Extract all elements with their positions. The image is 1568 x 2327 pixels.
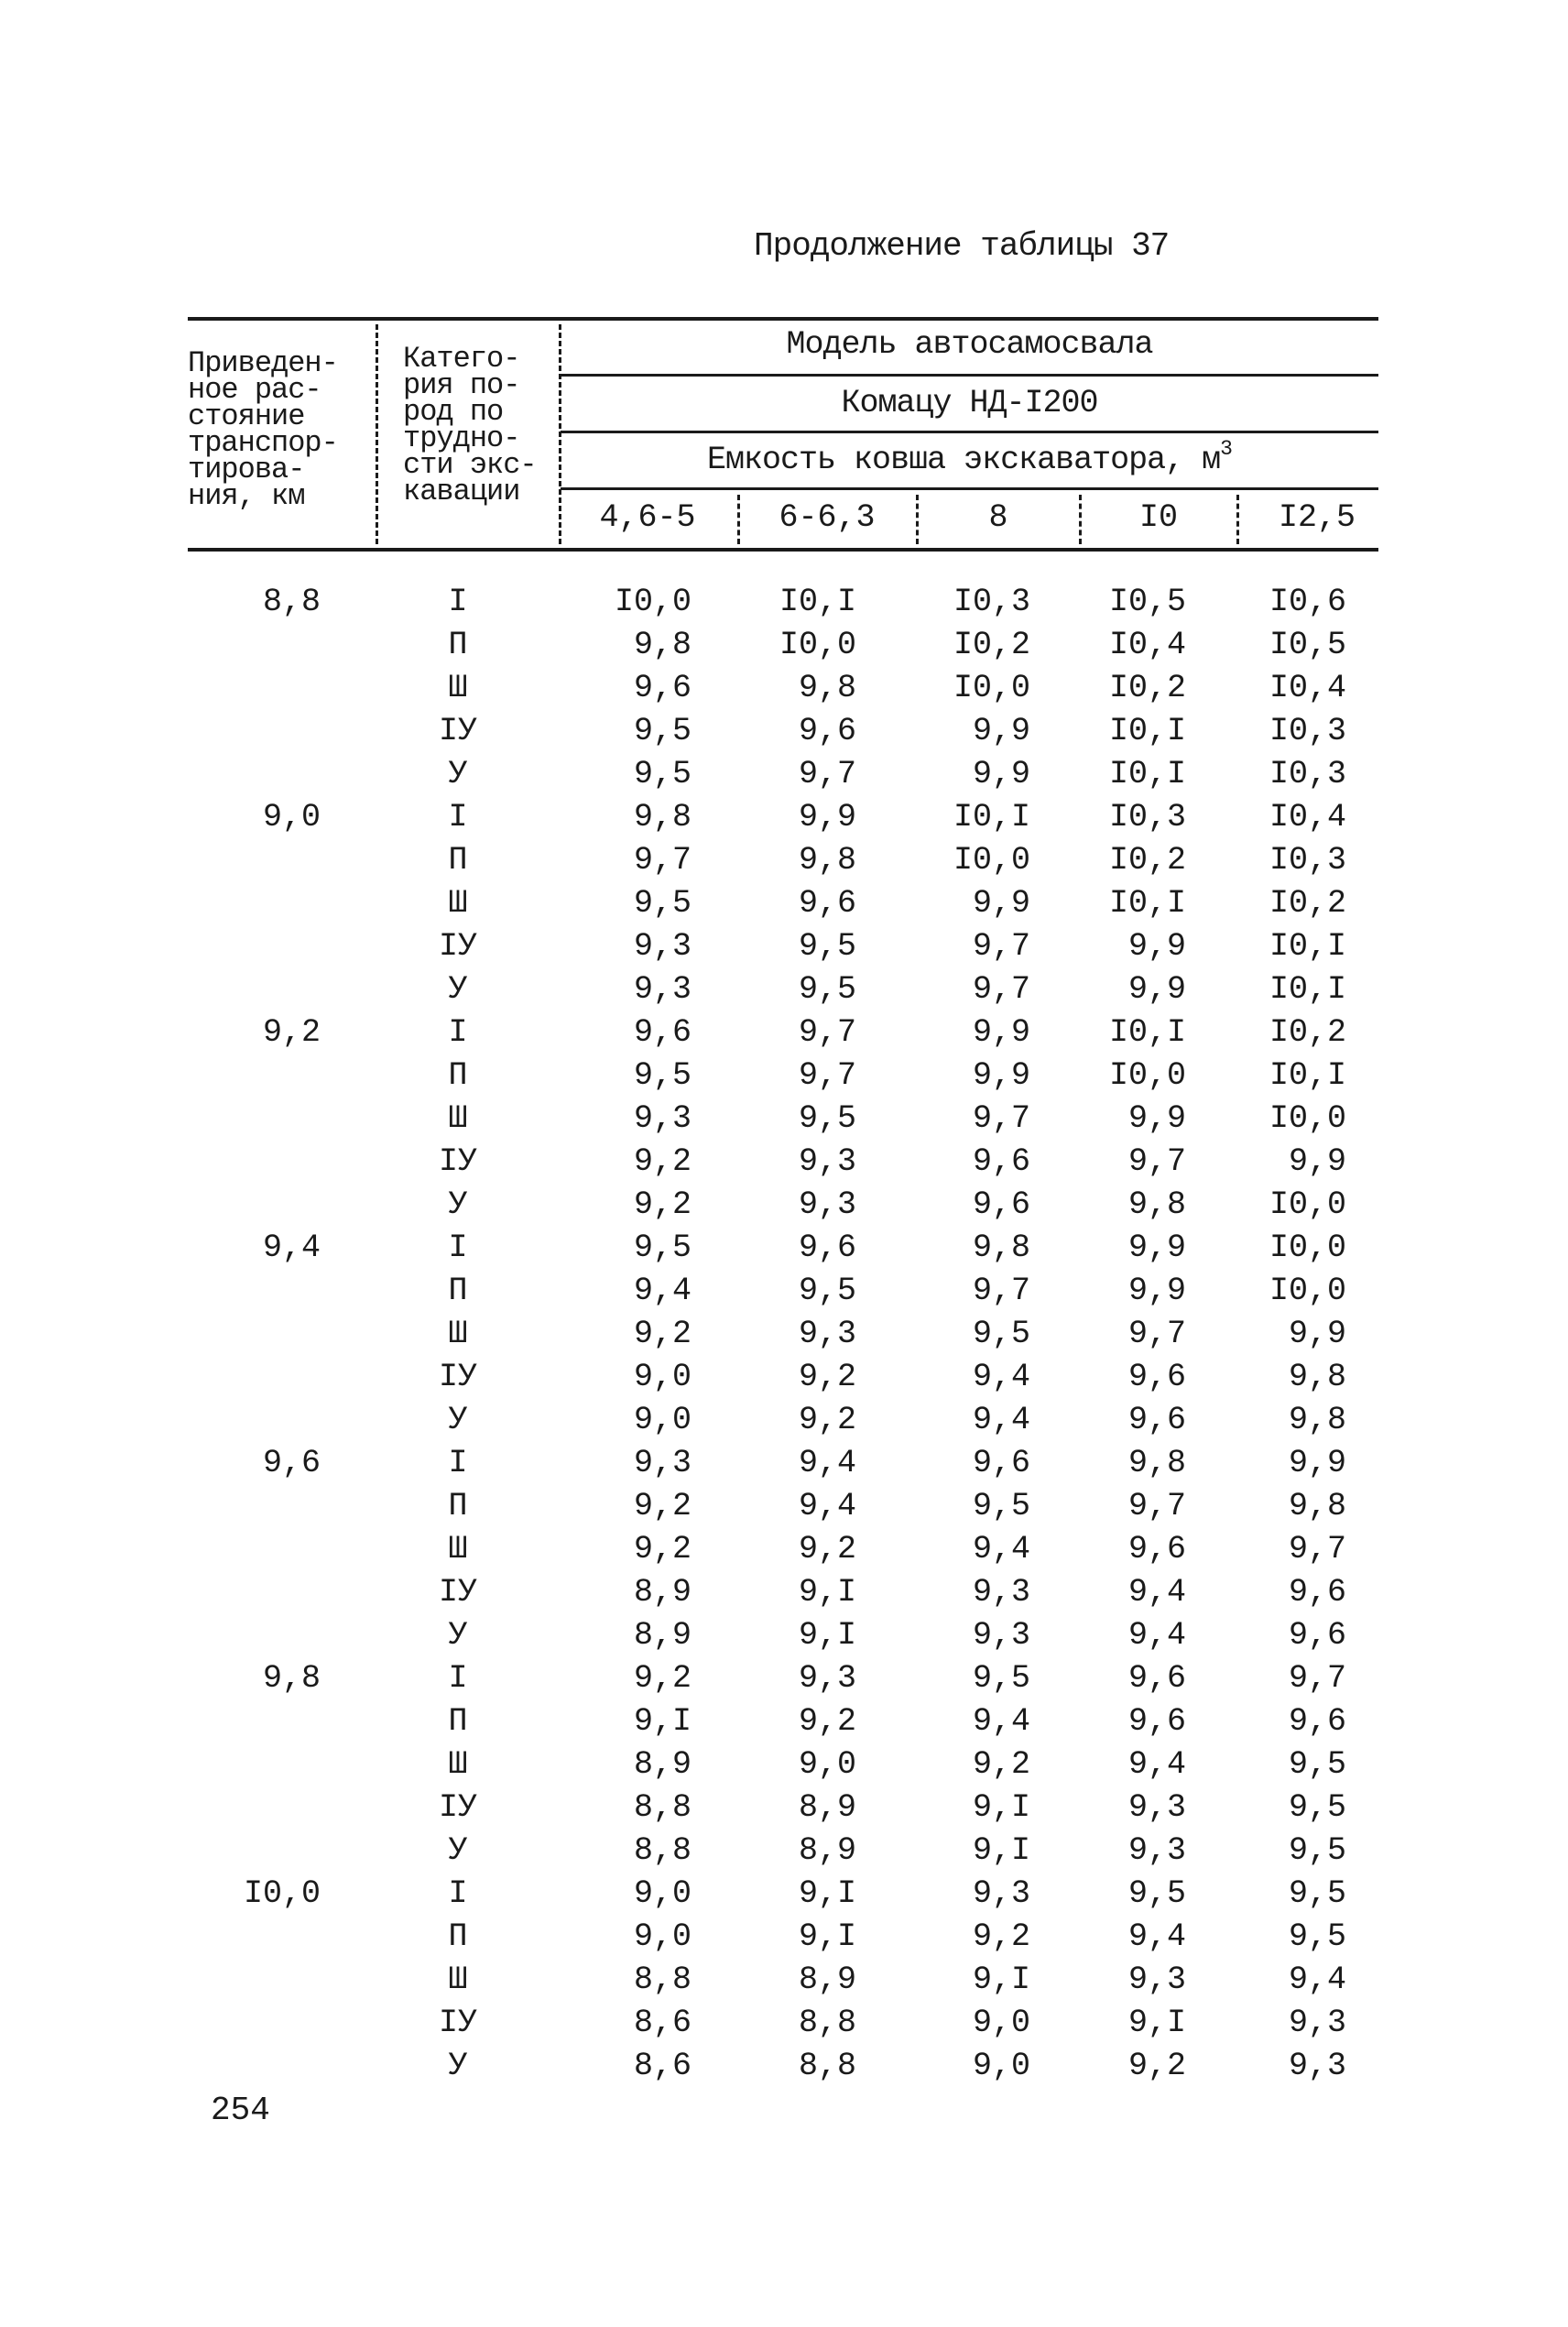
category-cell: П xyxy=(448,1703,468,1740)
value-cell: 9,2 xyxy=(633,1316,691,1352)
category-cell: У xyxy=(448,1402,468,1438)
category-cell: I xyxy=(448,1229,468,1266)
value-cell: 9,7 xyxy=(972,1100,1030,1137)
value-cell: 9,9 xyxy=(972,713,1030,749)
value-cell: 9,6 xyxy=(798,885,856,922)
value-cell: 8,6 xyxy=(633,2048,691,2084)
value-cell: 9,8 xyxy=(633,799,691,836)
value-cell: 9,3 xyxy=(972,1617,1030,1654)
value-cell: 9,8 xyxy=(1127,1186,1186,1223)
table-row xyxy=(0,1273,1568,1316)
value-cell: 9,7 xyxy=(972,928,1030,965)
value-cell: 9,6 xyxy=(633,670,691,706)
table-row xyxy=(0,971,1568,1014)
value-cell: I0,2 xyxy=(1108,670,1186,706)
value-cell: I0,3 xyxy=(1269,756,1346,792)
value-cell: 9,8 xyxy=(1288,1488,1346,1524)
value-cell: 8,9 xyxy=(633,1574,691,1611)
table-row xyxy=(0,584,1568,627)
value-cell: 9,7 xyxy=(798,1057,856,1094)
value-cell: I0,4 xyxy=(1269,670,1346,706)
value-cell: 9,4 xyxy=(972,1402,1030,1438)
value-cell: 9,9 xyxy=(1127,971,1186,1008)
value-cell: 9,4 xyxy=(798,1488,856,1524)
value-cell: I0,0 xyxy=(614,584,691,620)
table-row xyxy=(0,1531,1568,1574)
value-cell: 9,8 xyxy=(633,627,691,663)
divider-sub-4 xyxy=(1236,495,1239,544)
value-cell: 9,3 xyxy=(798,1316,856,1352)
table-row xyxy=(0,1014,1568,1057)
value-cell: 9,I xyxy=(972,1961,1030,1998)
value-cell: 9,3 xyxy=(798,1660,856,1697)
category-cell: У xyxy=(448,1186,468,1223)
table-row xyxy=(0,1229,1568,1273)
table-row xyxy=(0,1057,1568,1100)
value-cell: 9,2 xyxy=(972,1918,1030,1955)
sub-column-3: 8 xyxy=(988,499,1008,536)
value-cell: 9,9 xyxy=(1288,1316,1346,1352)
value-cell: 9,I xyxy=(972,1832,1030,1869)
table-row xyxy=(0,1617,1568,1660)
category-cell: У xyxy=(448,1617,468,1654)
value-cell: 9,7 xyxy=(1288,1660,1346,1697)
value-cell: 9,5 xyxy=(972,1488,1030,1524)
value-cell: I0,0 xyxy=(1269,1100,1346,1137)
category-cell: П xyxy=(448,842,468,879)
divider-sub-2 xyxy=(916,495,919,544)
value-cell: 9,2 xyxy=(633,1143,691,1180)
value-cell: 9,9 xyxy=(972,756,1030,792)
table-row xyxy=(0,1100,1568,1143)
header-model-name: Комацу НД-I200 xyxy=(841,385,1098,421)
category-cell: Ш xyxy=(448,1961,468,1998)
value-cell: 9,9 xyxy=(1127,928,1186,965)
category-cell: IУ xyxy=(438,1143,477,1180)
value-cell: I0,2 xyxy=(1269,1014,1346,1051)
value-cell: 9,5 xyxy=(1288,1918,1346,1955)
table-row xyxy=(0,1402,1568,1445)
value-cell: 8,8 xyxy=(633,1832,691,1869)
value-cell: 9,6 xyxy=(1127,1531,1186,1568)
distance-cell: 9,6 xyxy=(262,1445,321,1481)
value-cell: 9,6 xyxy=(798,1229,856,1266)
category-cell: У xyxy=(448,971,468,1008)
table-row xyxy=(0,1918,1568,1961)
table-row xyxy=(0,842,1568,885)
category-cell: У xyxy=(448,2048,468,2084)
table-row xyxy=(0,928,1568,971)
value-cell: 9,7 xyxy=(1127,1143,1186,1180)
value-cell: I0,6 xyxy=(1269,584,1346,620)
distance-cell: 9,4 xyxy=(262,1229,321,1266)
header-bottom-rule xyxy=(188,548,1378,552)
value-cell: 9,6 xyxy=(633,1014,691,1051)
value-cell: 9,4 xyxy=(972,1359,1030,1395)
table-row xyxy=(0,1316,1568,1359)
value-cell: 9,I xyxy=(798,1875,856,1912)
category-cell: IУ xyxy=(438,1789,477,1826)
value-cell: I0,I xyxy=(1108,1014,1186,1051)
value-cell: I0,I xyxy=(1269,971,1346,1008)
table-row xyxy=(0,1703,1568,1746)
value-cell: 9,7 xyxy=(798,1014,856,1051)
divider-distance-category xyxy=(376,324,378,544)
table-row xyxy=(0,799,1568,842)
value-cell: 9,3 xyxy=(1288,2005,1346,2041)
value-cell: 9,0 xyxy=(798,1746,856,1783)
value-cell: 9,9 xyxy=(972,1014,1030,1051)
category-cell: Ш xyxy=(448,1531,468,1568)
value-cell: 9,5 xyxy=(1288,1832,1346,1869)
category-cell: Ш xyxy=(448,1100,468,1137)
value-cell: 9,2 xyxy=(633,1186,691,1223)
value-cell: 9,6 xyxy=(1127,1402,1186,1438)
value-cell: 9,5 xyxy=(798,971,856,1008)
value-cell: 9,2 xyxy=(1127,2048,1186,2084)
table-row xyxy=(0,756,1568,799)
value-cell: I0,2 xyxy=(953,627,1030,663)
value-cell: 9,6 xyxy=(972,1143,1030,1180)
value-cell: 9,9 xyxy=(1127,1229,1186,1266)
value-cell: 9,3 xyxy=(633,928,691,965)
distance-cell: 9,2 xyxy=(262,1014,321,1051)
header-bucket-text: Емкость ковша экскаватора, м xyxy=(707,442,1221,478)
value-cell: 9,9 xyxy=(1288,1143,1346,1180)
category-cell: П xyxy=(448,1057,468,1094)
value-cell: 9,9 xyxy=(798,799,856,836)
value-cell: I0,3 xyxy=(1269,842,1346,879)
value-cell: 9,5 xyxy=(633,885,691,922)
value-cell: I0,I xyxy=(1269,928,1346,965)
value-cell: 9,4 xyxy=(1127,1918,1186,1955)
value-cell: I0,I xyxy=(1108,713,1186,749)
table-top-rule xyxy=(188,317,1378,321)
category-cell: I xyxy=(448,799,468,836)
header-bucket-unit: 3 xyxy=(1220,437,1232,461)
table-row xyxy=(0,1574,1568,1617)
value-cell: 9,I xyxy=(633,1703,691,1740)
divider-sub-1 xyxy=(737,495,740,544)
value-cell: 8,9 xyxy=(798,1789,856,1826)
value-cell: 9,6 xyxy=(1127,1660,1186,1697)
value-cell: 9,7 xyxy=(972,971,1030,1008)
category-cell: Ш xyxy=(448,1746,468,1783)
distance-cell: 9,8 xyxy=(262,1660,321,1697)
value-cell: 9,6 xyxy=(1127,1703,1186,1740)
value-cell: 9,9 xyxy=(1288,1445,1346,1481)
table-row xyxy=(0,627,1568,670)
value-cell: 9,8 xyxy=(972,1229,1030,1266)
table-row xyxy=(0,713,1568,756)
distance-cell: I0,0 xyxy=(243,1875,321,1912)
value-cell: 9,4 xyxy=(1127,1617,1186,1654)
make-rule xyxy=(561,431,1378,433)
value-cell: 9,7 xyxy=(1127,1488,1186,1524)
category-cell: I xyxy=(448,1014,468,1051)
value-cell: 9,5 xyxy=(1288,1746,1346,1783)
category-cell: П xyxy=(448,1488,468,1524)
value-cell: 9,5 xyxy=(798,928,856,965)
value-cell: 9,3 xyxy=(972,1875,1030,1912)
value-cell: 9,2 xyxy=(798,1359,856,1395)
value-cell: 9,4 xyxy=(798,1445,856,1481)
model-rule xyxy=(561,374,1378,377)
value-cell: 9,I xyxy=(1127,2005,1186,2041)
value-cell: I0,0 xyxy=(953,842,1030,879)
table-row xyxy=(0,885,1568,928)
value-cell: I0,2 xyxy=(1269,885,1346,922)
value-cell: I0,I xyxy=(1108,885,1186,922)
value-cell: 9,3 xyxy=(972,1574,1030,1611)
value-cell: 9,I xyxy=(798,1617,856,1654)
value-cell: 9,7 xyxy=(633,842,691,879)
value-cell: 9,0 xyxy=(633,1875,691,1912)
value-cell: 9,4 xyxy=(972,1703,1030,1740)
category-cell: I xyxy=(448,1660,468,1697)
value-cell: I0,5 xyxy=(1108,584,1186,620)
table-caption: Продолжение таблицы 37 xyxy=(754,227,1170,265)
value-cell: 9,7 xyxy=(798,756,856,792)
value-cell: I0,0 xyxy=(953,670,1030,706)
value-cell: 9,8 xyxy=(1288,1359,1346,1395)
value-cell: 8,8 xyxy=(798,2048,856,2084)
value-cell: 9,5 xyxy=(633,713,691,749)
category-cell: IУ xyxy=(438,928,477,965)
category-cell: I xyxy=(448,584,468,620)
value-cell: 9,3 xyxy=(1127,1832,1186,1869)
value-cell: I0,3 xyxy=(1108,799,1186,836)
table-row xyxy=(0,1660,1568,1703)
value-cell: 9,3 xyxy=(798,1186,856,1223)
category-cell: У xyxy=(448,756,468,792)
table-row xyxy=(0,1961,1568,2005)
value-cell: 8,8 xyxy=(633,1961,691,1998)
value-cell: 9,3 xyxy=(1288,2048,1346,2084)
bucket-rule xyxy=(561,487,1378,490)
distance-cell: 9,0 xyxy=(262,799,321,836)
value-cell: 9,6 xyxy=(1288,1617,1346,1654)
value-cell: 9,8 xyxy=(798,842,856,879)
category-cell: IУ xyxy=(438,2005,477,2041)
value-cell: 9,2 xyxy=(798,1402,856,1438)
value-cell: I0,3 xyxy=(1269,713,1346,749)
value-cell: 9,2 xyxy=(972,1746,1030,1783)
value-cell: I0,I xyxy=(953,799,1030,836)
value-cell: 8,6 xyxy=(633,2005,691,2041)
value-cell: 9,2 xyxy=(633,1660,691,1697)
table-row xyxy=(0,1746,1568,1789)
category-cell: Ш xyxy=(448,885,468,922)
value-cell: I0,2 xyxy=(1108,842,1186,879)
value-cell: 9,4 xyxy=(1127,1746,1186,1783)
value-cell: I0,4 xyxy=(1108,627,1186,663)
value-cell: 9,5 xyxy=(972,1660,1030,1697)
header-bucket-title xyxy=(561,437,1378,478)
value-cell: 9,3 xyxy=(633,1100,691,1137)
value-cell: 9,6 xyxy=(1288,1574,1346,1611)
value-cell: 9,5 xyxy=(633,756,691,792)
category-cell: I xyxy=(448,1875,468,1912)
category-cell: У xyxy=(448,1832,468,1869)
value-cell: 9,I xyxy=(798,1574,856,1611)
value-cell: 9,9 xyxy=(1127,1273,1186,1309)
page-number: 254 xyxy=(211,2092,270,2129)
value-cell: 9,9 xyxy=(972,885,1030,922)
value-cell: 9,3 xyxy=(1127,1961,1186,1998)
sub-column-2: 6-6,3 xyxy=(779,499,876,536)
category-cell: П xyxy=(448,1918,468,1955)
value-cell: 9,5 xyxy=(798,1100,856,1137)
value-cell: 8,8 xyxy=(633,1789,691,1826)
value-cell: 9,0 xyxy=(633,1359,691,1395)
table-row xyxy=(0,1143,1568,1186)
divider-sub-3 xyxy=(1079,495,1082,544)
value-cell: 9,8 xyxy=(798,670,856,706)
value-cell: 9,2 xyxy=(633,1531,691,1568)
value-cell: 9,3 xyxy=(633,1445,691,1481)
value-cell: 9,0 xyxy=(633,1918,691,1955)
value-cell: 9,6 xyxy=(1288,1703,1346,1740)
value-cell: I0,I xyxy=(1269,1057,1346,1094)
value-cell: I0,3 xyxy=(953,584,1030,620)
value-cell: I0,0 xyxy=(779,627,856,663)
value-cell: 9,6 xyxy=(1127,1359,1186,1395)
value-cell: 9,I xyxy=(972,1789,1030,1826)
value-cell: 9,9 xyxy=(1127,1100,1186,1137)
value-cell: I0,0 xyxy=(1269,1229,1346,1266)
value-cell: 9,5 xyxy=(633,1057,691,1094)
table-row xyxy=(0,1186,1568,1229)
value-cell: 9,5 xyxy=(633,1229,691,1266)
value-cell: 8,9 xyxy=(633,1746,691,1783)
value-cell: 9,3 xyxy=(798,1143,856,1180)
sub-column-5: I2,5 xyxy=(1278,499,1356,536)
header-model-title: Модель автосамосвала xyxy=(786,326,1153,363)
value-cell: 9,5 xyxy=(1288,1875,1346,1912)
value-cell: 9,8 xyxy=(1288,1402,1346,1438)
value-cell: 8,9 xyxy=(633,1617,691,1654)
value-cell: 9,0 xyxy=(972,2048,1030,2084)
value-cell: 9,7 xyxy=(1127,1316,1186,1352)
table-row xyxy=(0,670,1568,713)
value-cell: 9,7 xyxy=(972,1273,1030,1309)
value-cell: 9,5 xyxy=(1127,1875,1186,1912)
value-cell: 9,3 xyxy=(633,971,691,1008)
value-cell: I0,4 xyxy=(1269,799,1346,836)
value-cell: I0,I xyxy=(779,584,856,620)
value-cell: 8,9 xyxy=(798,1961,856,1998)
value-cell: 9,3 xyxy=(1127,1789,1186,1826)
table-row xyxy=(0,1488,1568,1531)
value-cell: 9,4 xyxy=(633,1273,691,1309)
value-cell: 9,4 xyxy=(1288,1961,1346,1998)
value-cell: I0,0 xyxy=(1269,1273,1346,1309)
table-row xyxy=(0,1875,1568,1918)
sub-column-1: 4,6-5 xyxy=(599,499,696,536)
value-cell: I0,5 xyxy=(1269,627,1346,663)
sub-column-4: I0 xyxy=(1138,499,1178,536)
category-cell: I xyxy=(448,1445,468,1481)
table-row xyxy=(0,2005,1568,2048)
category-cell: IУ xyxy=(438,713,477,749)
table-row xyxy=(0,1789,1568,1832)
value-cell: 9,5 xyxy=(972,1316,1030,1352)
value-cell: 9,0 xyxy=(633,1402,691,1438)
value-cell: 9,5 xyxy=(1288,1789,1346,1826)
value-cell: 8,9 xyxy=(798,1832,856,1869)
category-cell: IУ xyxy=(438,1574,477,1611)
header-category: Катего- рия по- род по трудно- сти экс- кавации xyxy=(403,342,537,508)
table-row xyxy=(0,2048,1568,2091)
table-row xyxy=(0,1445,1568,1488)
category-cell: П xyxy=(448,1273,468,1309)
value-cell: 9,2 xyxy=(798,1703,856,1740)
category-cell: Ш xyxy=(448,670,468,706)
value-cell: 9,6 xyxy=(972,1186,1030,1223)
value-cell: 9,8 xyxy=(1127,1445,1186,1481)
category-cell: П xyxy=(448,627,468,663)
value-cell: I0,I xyxy=(1108,756,1186,792)
table-row xyxy=(0,1359,1568,1402)
category-cell: Ш xyxy=(448,1316,468,1352)
value-cell: 9,2 xyxy=(798,1531,856,1568)
value-cell: 8,8 xyxy=(798,2005,856,2041)
value-cell: 9,4 xyxy=(972,1531,1030,1568)
distance-cell: 8,8 xyxy=(262,584,321,620)
value-cell: 9,I xyxy=(798,1918,856,1955)
value-cell: 9,6 xyxy=(972,1445,1030,1481)
value-cell: I0,0 xyxy=(1269,1186,1346,1223)
table-row xyxy=(0,1832,1568,1875)
value-cell: I0,0 xyxy=(1108,1057,1186,1094)
value-cell: 9,0 xyxy=(972,2005,1030,2041)
value-cell: 9,4 xyxy=(1127,1574,1186,1611)
category-cell: IУ xyxy=(438,1359,477,1395)
value-cell: 9,6 xyxy=(798,713,856,749)
value-cell: 9,5 xyxy=(798,1273,856,1309)
value-cell: 9,2 xyxy=(633,1488,691,1524)
value-cell: 9,9 xyxy=(972,1057,1030,1094)
header-distance: Приведен- ное рас- стояние транспор- тирова- ния, км xyxy=(188,346,338,513)
value-cell: 9,7 xyxy=(1288,1531,1346,1568)
